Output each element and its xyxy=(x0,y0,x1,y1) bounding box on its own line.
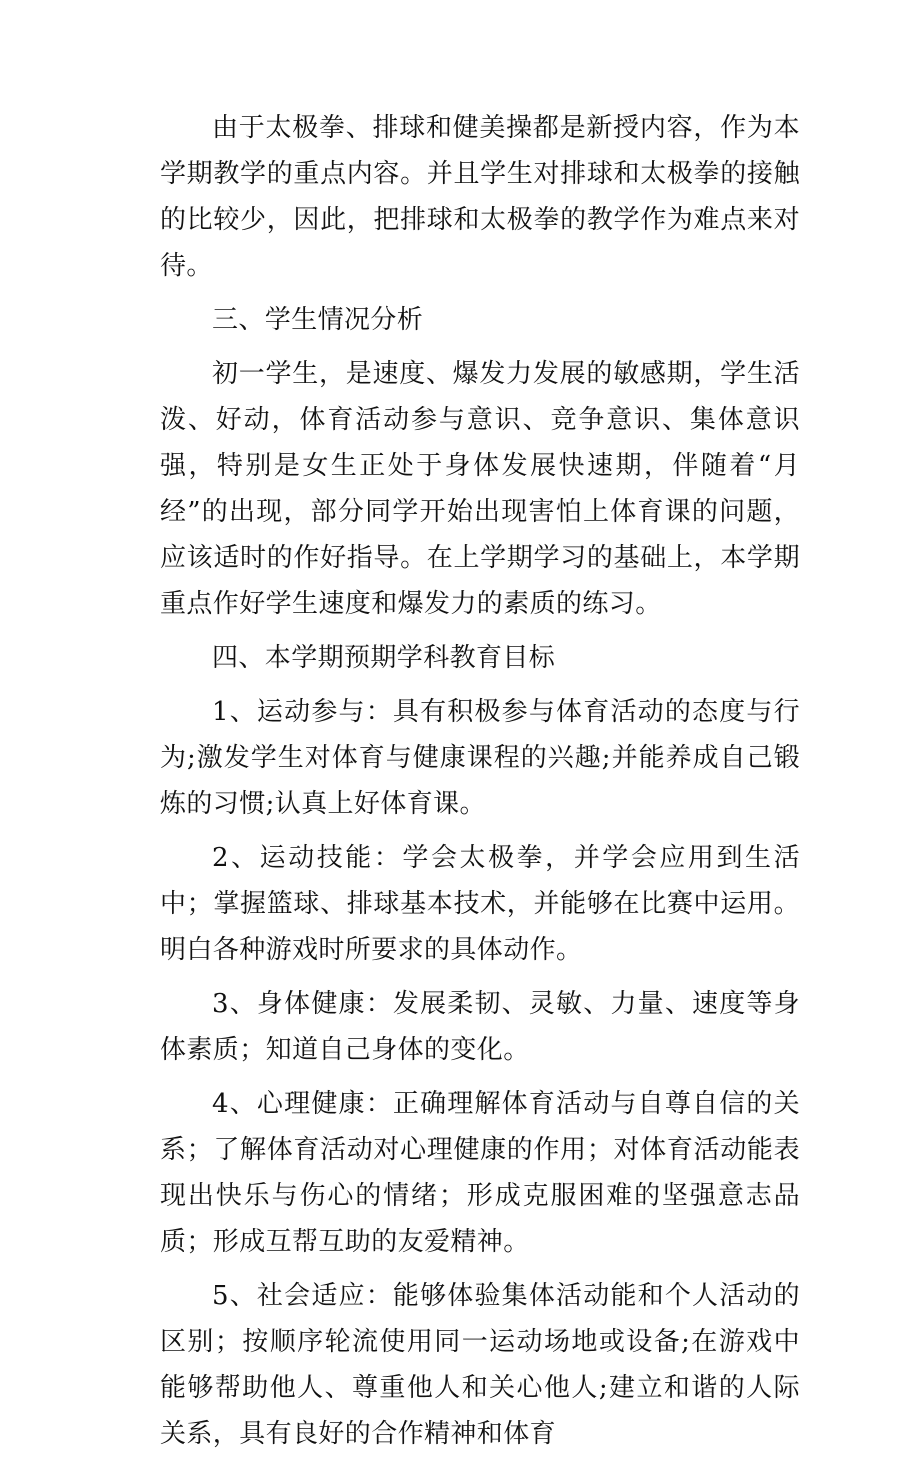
goal-mental-health: 4、心理健康：正确理解体育活动与自尊自信的关系；了解体育活动对心理健康的作用；对体育活动能表现出快乐与伤心的情绪；形成克服困难的坚强意志品质；形成互帮互助的友爱精神。 xyxy=(160,1089,800,1257)
goal-social-adaptation: 5、社会适应：能够体验集体活动能和个人活动的区别；按顺序轮流使用同一运动场地或设备;在游戏中能够帮助他人、尊重他人和关心他人;建立和谐的人际关系，具有良好的合作精神和体育 xyxy=(160,1281,800,1449)
goal-sports-skills: 2、运动技能：学会太极拳，并学会应用到生活中；掌握篮球、排球基本技术，并能够在比赛中运用。明白各种游戏时所要求的具体动作。 xyxy=(160,843,800,965)
goal-sports-participation: 1、运动参与：具有积极参与体育活动的态度与行为;激发学生对体育与健康课程的兴趣;并能养成自己锻炼的习惯;认真上好体育课。 xyxy=(160,697,800,819)
section-heading-education-goals: 四、本学期预期学科教育目标 xyxy=(212,643,556,673)
section-heading-student-analysis: 三、学生情况分析 xyxy=(212,305,424,335)
document-body xyxy=(160,105,800,1465)
paragraph-student-analysis: 初一学生，是速度、爆发力发展的敏感期，学生活泼、好动，体育活动参与意识、竞争意识、集体意识强，特别是女生正处于身体发展快速期，伴随着“月经”的出现，部分同学开始出现害怕上体育课的问题，应该适时的作好指导。在上学期学习的基础上，本学期重点作好学生速度和爆发力的素质的练习。 xyxy=(160,359,800,619)
goal-physical-health: 3、身体健康：发展柔韧、灵敏、力量、速度等身体素质；知道自己身体的变化。 xyxy=(160,989,800,1065)
paragraph-teaching-focus: 由于太极拳、排球和健美操都是新授内容，作为本学期教学的重点内容。并且学生对排球和太极拳的接触的比较少，因此，把排球和太极拳的教学作为难点来对待。 xyxy=(160,113,800,281)
